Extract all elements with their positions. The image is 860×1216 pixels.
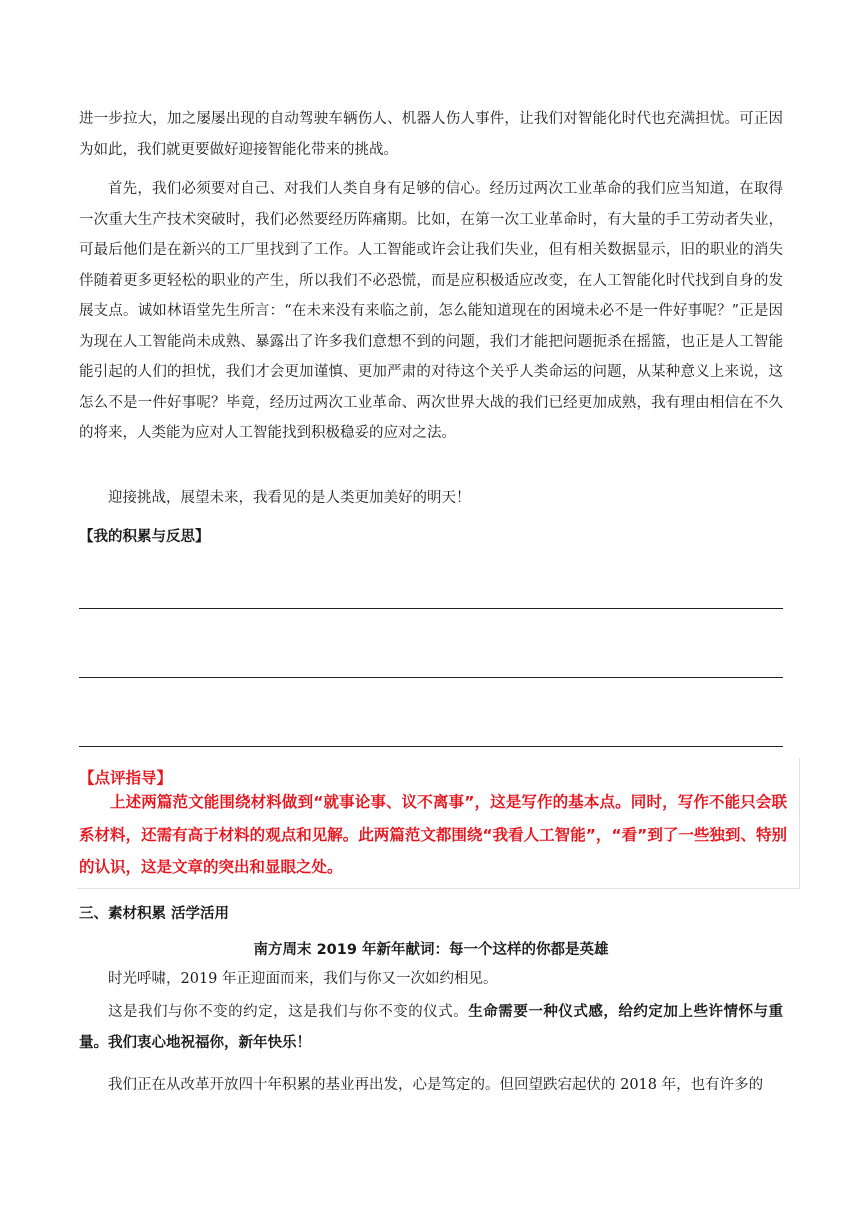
article-paragraph-3: 我们正在从改革开放四十年积累的基业再出发，心是笃定的。但回望跌宕起伏的 2018 年，也有许多的 [108, 1077, 764, 1093]
writing-line-1 [79, 608, 783, 609]
comment-body: 上述两篇范文能围绕材料做到“就事论事、议不离事”，这是写作的基本点。同时，写作不能只会联系材料，还需有高于材料的观点和见解。此两篇范文都围绕“我看人工智能”，“看”到了一些独到、特别的认识，这是文章的突出和显眼之处。 [79, 793, 787, 876]
comment-title: 【点评指导】 [79, 769, 173, 787]
writing-line-2 [79, 677, 783, 678]
article-paragraph-2-bold: 生命需要一种仪式感，给约定加上些许情怀与重量。 [79, 1004, 784, 1051]
writing-line-3 [79, 746, 783, 747]
article-paragraph-2 [79, 997, 783, 1058]
essay-paragraph-3: 迎接挑战，展望未来，我看见的是人类更加美好的明天！ [108, 490, 471, 506]
section-3-heading: 三、素材积累 活学活用 [79, 906, 230, 922]
article-paragraph-2-tail: 我们衷心地祝福你，新年快乐！ [108, 1034, 311, 1051]
essay-paragraph-1: 进一步拉大，加之屡屡出现的自动驾驶车辆伤人、机器人伤人事件，让我们对智能化时代也充满担忧。可正因为如此，我们就更要做好迎接智能化带来的挑战。 [79, 111, 783, 158]
article-paragraph-1: 时光呼啸，2019 年正迎面而来，我们与你又一次如约相见。 [108, 971, 498, 987]
essay-paragraph-2: 首先，我们必须要对自己、对我们人类自身有足够的信心。经历过两次工业革命的我们应当知道，在取得一次重大生产技术突破时，我们必然要经历阵痛期。比如，在第一次工业革命时，有大量的手工劳动者失业，可最后他们是在新兴的工厂里找到了工作。人工智能或许会让我们失业，但有相关数据显示，旧的职业的消失伴随着更多更轻松的职业的产生，所以我们不必恐慌，而是应积极适应改变，在人工智能化时代找到自身的发展支点。诚如林语堂先生所言：“在未来没有来临之前，怎么能知道现在的困境未必不是一件好事呢？”正是因为现在人工智能尚未成熟、暴露出了许多我们意想不到的问题，我们才能把问题扼杀在摇篮，也正是人工智能能引起的人们的担忧，我们才会更加谨慎、更加严肃的对待这个关乎人类命运的问题，从某种意义上来说，这怎么不是一件好事呢？毕竟，经历过两次工业革命、两次世界大战的我们已经更加成熟，我有理由相信在不久的将来，人类能为应对人工智能找到积极稳妥的应对之法。 [79, 181, 783, 441]
article-paragraph-2-plain: 这是我们与你不变的约定，这是我们与你不变的仪式。 [108, 1004, 469, 1020]
comment-box [77, 758, 800, 889]
article-title: 南方周末 2019 年新年献词：每一个这样的你都是英雄 [253, 942, 609, 958]
reflection-heading: 【我的积累与反思】 [79, 529, 210, 545]
